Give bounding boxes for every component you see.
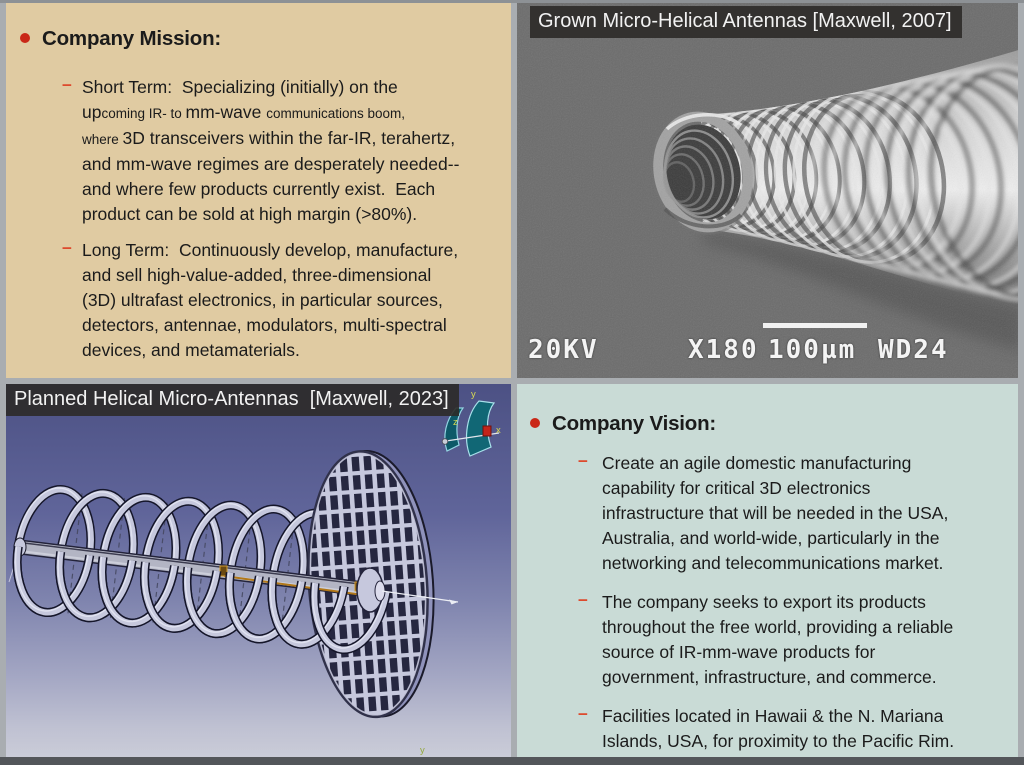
cad-render <box>6 384 511 757</box>
mission-bullet-short-term <box>62 75 503 227</box>
bullet-dot-icon <box>530 418 540 428</box>
compass-origin-cube <box>483 426 491 436</box>
vision-panel <box>517 384 1018 757</box>
bullet-dot-icon <box>20 33 30 43</box>
compass-y-label: y <box>471 389 476 400</box>
sem-voltage-label: 20KV <box>528 335 599 365</box>
dash-bullet-icon: – <box>578 450 588 470</box>
sem-image-panel <box>517 3 1018 378</box>
mission-bullet-text: Long Term: Continuously develop, manufacture, and sell high-value-added, three-dimensional (3D) ultrafast electronics, in particular sources, detectors, antennae, modulators, multi-spectral devices, and metamaterials. <box>82 240 459 360</box>
vision-bullet-text: Create an agile domestic manufacturing capability for critical 3D electronics infrastructure that will be needed in the USA, Australia, and world-wide, particularly in the networking and telecommunications market. <box>602 453 949 573</box>
mission-heading: Company Mission: <box>42 27 222 50</box>
dash-bullet-icon: – <box>578 703 588 723</box>
bottom-border <box>0 757 1024 765</box>
mission-panel <box>6 3 511 378</box>
vision-bullet-capability <box>578 451 1012 576</box>
sem-magnification-label: X180 <box>688 335 759 365</box>
sem-scale-bar <box>763 323 867 328</box>
compass-z-label: z <box>453 417 458 428</box>
dash-bullet-icon: – <box>578 589 588 609</box>
sem-micrograph <box>517 3 1018 378</box>
cad-title: Planned Helical Micro-Antennas [Maxwell, 2023] <box>6 384 459 416</box>
mission-bullet-long-term <box>62 238 503 363</box>
sem-scale-label: 100µm <box>768 335 857 365</box>
cad-image-panel <box>6 384 511 757</box>
compass-x-label: x <box>496 425 501 436</box>
bottom-axis-label: y <box>420 745 425 756</box>
vision-bullet-text: The company seeks to export its products throughout the free world, providing a reliable source of IR-mm-wave products for government, infrastructure, and commerce. <box>602 592 954 687</box>
vision-bullet-export <box>578 590 1012 690</box>
sem-working-distance-label: WD24 <box>878 335 949 365</box>
vision-bullet-facilities <box>578 704 1012 754</box>
sem-title: Grown Micro-Helical Antennas [Maxwell, 2007] <box>530 6 962 38</box>
dash-bullet-icon: – <box>62 237 72 257</box>
dash-bullet-icon: – <box>62 74 72 94</box>
vision-heading: Company Vision: <box>552 412 717 435</box>
vision-bullet-text: Facilities located in Hawaii & the N. Mariana Islands, USA, for proximity to the Pacific Rim. <box>602 706 955 751</box>
mission-bullet-text: Short Term: Specializing (initially) on the upcoming IR- to mm-wave communications boom, where 3D transceivers within the far-IR, terahertz, and mm-wave regimes are desperately needed-- and where few products currently exist. Each product can be sold at high margin (>80%). <box>82 77 460 224</box>
